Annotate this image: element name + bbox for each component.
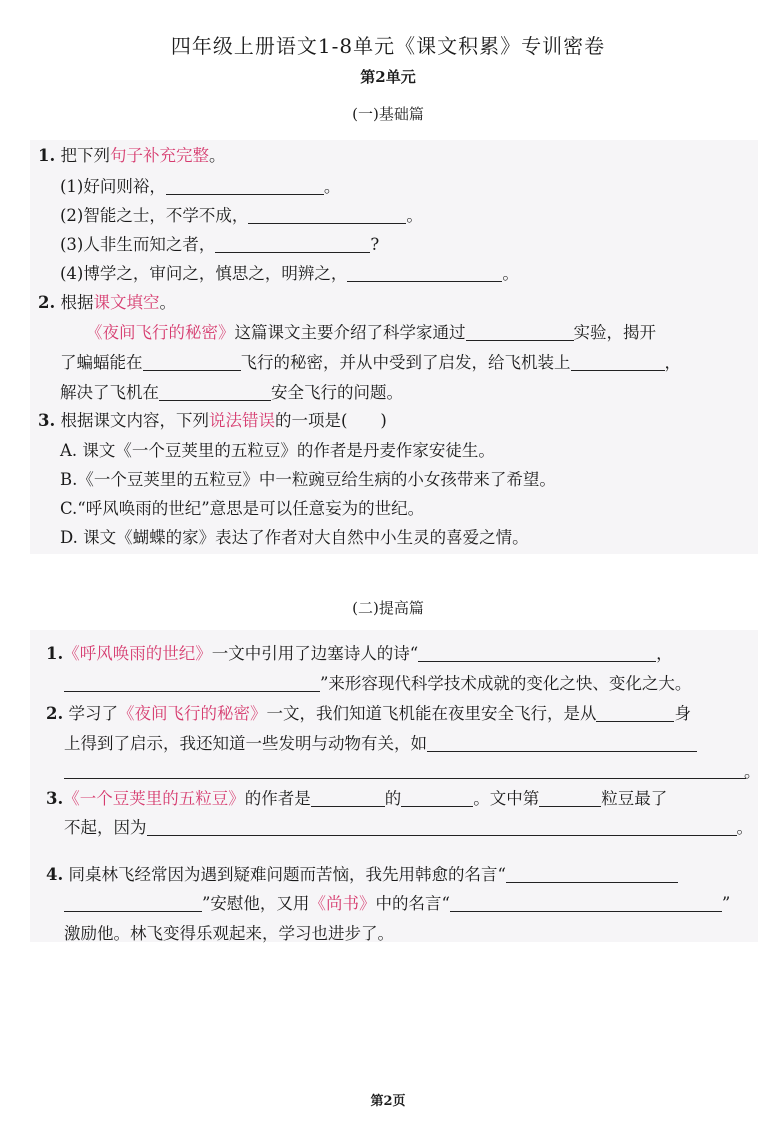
answer-blank[interactable] <box>159 384 271 401</box>
option-b[interactable]: B.《一个豆荚里的五粒豆》中一粒豌豆给生病的小女孩带来了希望。 <box>60 470 556 489</box>
option-a[interactable]: A. 课文《一个豆荚里的五粒豆》的作者是丹麦作家安徒生。 <box>60 441 495 460</box>
answer-blank[interactable] <box>64 895 202 912</box>
answer-blank[interactable] <box>311 790 385 807</box>
answer-blank[interactable] <box>347 265 502 282</box>
answer-blank[interactable] <box>506 866 678 883</box>
q4-adv-line-1: 4. 同桌林飞经常因为遇到疑难问题而苦恼，我先用韩愈的名言“ <box>46 865 678 885</box>
answer-blank[interactable] <box>596 705 674 722</box>
answer-blank[interactable] <box>166 178 324 195</box>
q2-adv-end: 。 <box>744 762 761 781</box>
answer-blank[interactable] <box>401 790 473 807</box>
answer-line[interactable] <box>64 778 746 779</box>
option-c[interactable]: C.“呼风唤雨的世纪”意思是可以任意妄为的世纪。 <box>60 499 425 518</box>
answer-blank[interactable] <box>215 236 370 253</box>
q4-adv-line-3: 激励他。林飞变得乐观起来，学习也进步了。 <box>64 924 394 943</box>
answer-blank[interactable] <box>248 207 406 224</box>
answer-blank[interactable] <box>147 819 737 836</box>
answer-blank[interactable] <box>64 675 320 692</box>
q3-basic-prompt: 3. 根据课文内容，下列说法错误的一项是( ) <box>38 411 387 430</box>
section-advanced-heading: (二)提高篇 <box>352 599 424 617</box>
answer-blank[interactable] <box>418 645 656 662</box>
q2-adv-line-2: 上得到了启示，我还知道一些发明与动物有关，如 <box>64 734 697 754</box>
q2-adv-line-1: 2. 学习了《夜间飞行的秘密》一文，我们知道飞机能在夜里安全飞行，是从 身 <box>46 704 691 723</box>
basic-section-box <box>30 140 758 554</box>
q2-line-3: 解决了飞机在 安全飞行的问题。 <box>60 383 403 402</box>
q3-adv-line-2: 不起，因为 。 <box>64 818 753 837</box>
option-d[interactable]: D. 课文《蝴蝶的家》表达了作者对大自然中小生灵的喜爱之情。 <box>60 528 529 547</box>
q1-adv-line-2: ”来形容现代科学技术成就的变化之快、变化之大。 <box>64 674 691 694</box>
q1-item-3: (3)人非生而知之者， ? <box>60 235 380 254</box>
q1-item-2: (2)智能之士，不学不成， 。 <box>60 206 423 225</box>
q2-basic-prompt: 2. 根据课文填空。 <box>38 293 176 312</box>
answer-blank[interactable] <box>466 324 574 341</box>
answer-blank[interactable] <box>427 735 697 752</box>
section-basic-heading: (一)基础篇 <box>352 105 424 123</box>
answer-blank[interactable] <box>571 354 665 371</box>
unit-heading: 第2单元 <box>360 68 416 86</box>
q4-adv-line-2: ”安慰他，又用《尚书》中的名言“ ” <box>64 894 730 914</box>
q1-basic-prompt: 1. 把下列句子补充完整。 <box>38 146 226 165</box>
q3-adv-line-1: 3.《一个豆荚里的五粒豆》的作者是 的 。文中第 粒豆最了 <box>46 789 668 808</box>
q1-item-1: (1)好问则裕， 。 <box>60 177 341 196</box>
answer-blank[interactable] <box>450 895 722 912</box>
page-number: 第2页 <box>370 1094 406 1109</box>
q2-line-2: 了蝙蝠能在 飞行的秘密，并从中受到了启发，给飞机装上 ， <box>60 353 681 372</box>
q2-line-1: 《夜间飞行的秘密》这篇课文主要介绍了科学家通过 实验，揭开 <box>86 323 656 342</box>
answer-blank[interactable] <box>143 354 241 371</box>
q1-item-4: (4)博学之，审问之，慎思之，明辨之， 。 <box>60 264 519 283</box>
q1-adv-line-1: 1.《呼风唤雨的世纪》一文中引用了边塞诗人的诗“ ， <box>46 644 673 663</box>
answer-blank[interactable] <box>539 790 601 807</box>
page-title: 四年级上册语文1-8单元《课文积累》专训密卷 <box>170 34 606 58</box>
